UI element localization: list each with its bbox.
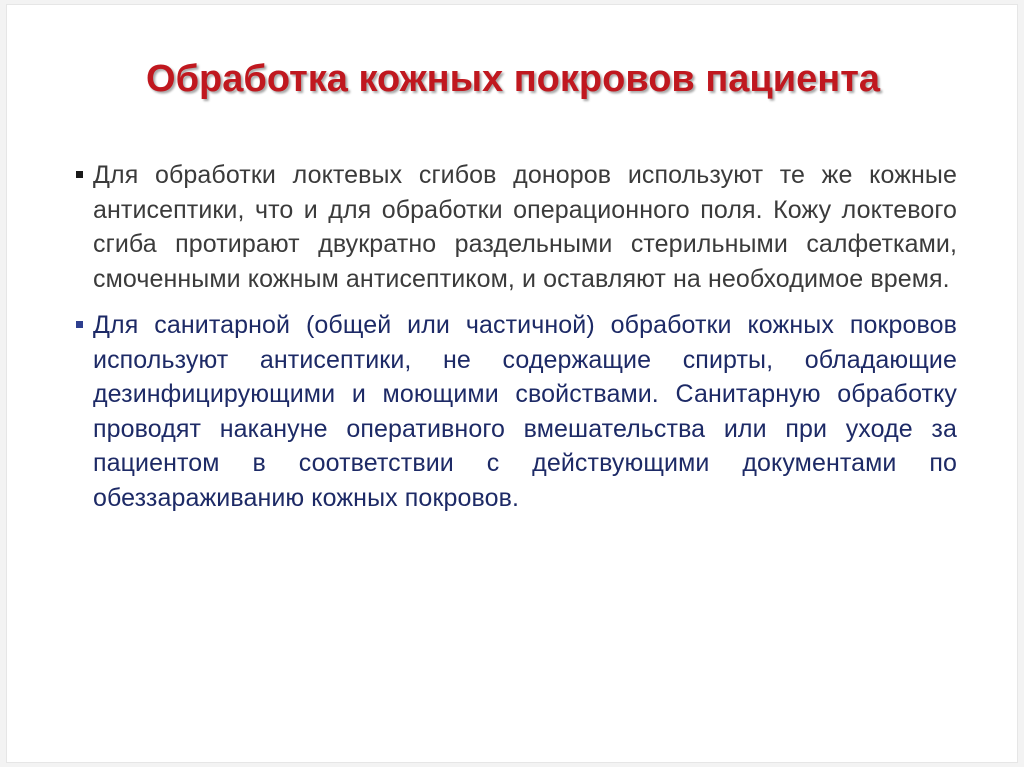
slide-title: Обработка кожных покровов пациента [146, 58, 880, 100]
bullet-item-2 [75, 308, 957, 515]
bullet-list [75, 158, 957, 527]
square-bullet-icon [76, 171, 83, 178]
bullet-text: Для санитарной (общей или частичной) обработки кожных покровов используют антисептики, не содержащие спирты, обладающие дезинфицирующими и моющими свойствами. Санитарную обработку проводят накануне оперативного вмешательства или при уходе за пациентом в соответствии с действующими документами по обеззараживанию кожных покровов. [93, 311, 957, 512]
slide [6, 4, 1018, 763]
bullet-text: Для обработки локтевых сгибов доноров используют те же кожные антисептики, что и для обработки операционного поля. Кожу локтевого сгиба протирают двукратно раздельными стерильными салфетками, смоченными кожным антисептиком, и оставляют на необходимое время. [93, 161, 957, 293]
bullet-item-1 [75, 158, 957, 296]
square-bullet-icon [76, 321, 83, 328]
